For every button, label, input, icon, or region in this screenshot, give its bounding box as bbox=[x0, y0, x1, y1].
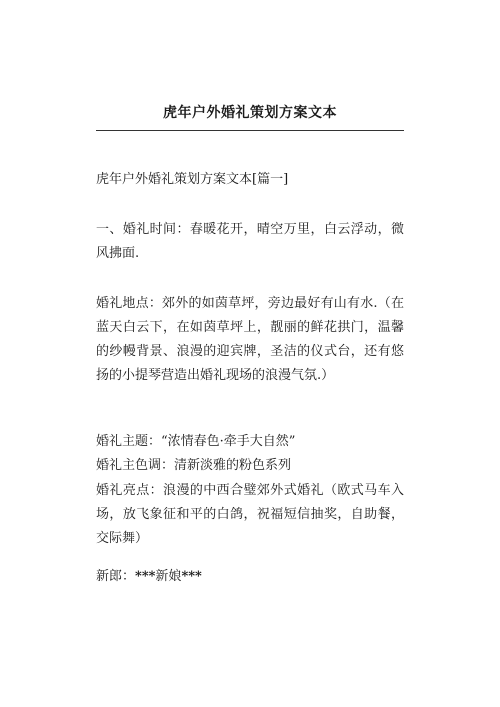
document-title: 虎年户外婚礼策划方案文本 bbox=[163, 105, 337, 121]
bride-label: 新娘 bbox=[155, 569, 182, 584]
wedding-time-paragraph: 一、婚礼时间：春暖花开，晴空万里，白云浮动，微风拂面. bbox=[96, 222, 404, 261]
title-divider bbox=[96, 130, 404, 131]
wedding-highlight-paragraph: 婚礼亮点：浪漫的中西合璧郊外式婚礼（欧式马车入场，放飞象征和平的白鸽，祝福短信抽奖，自助餐，交际舞） bbox=[96, 483, 404, 546]
wedding-theme-paragraph: 婚礼主题：“浓情春色·牵手大自然” bbox=[96, 434, 296, 449]
groom-name: *** bbox=[135, 569, 156, 584]
wedding-location-paragraph: 婚礼地点：郊外的如茵草坪，旁边最好有山有水.（在蓝天白云下，在如茵草坪上，靓丽的鲜花拱门，温馨的纱幔背景、浪漫的迎宾牌，圣洁的仪式台，还有悠扬的小提琴营造出婚礼现场的浪漫气氛.） bbox=[96, 296, 404, 383]
bride-name: *** bbox=[181, 569, 202, 584]
groom-label: 新郎： bbox=[96, 569, 136, 584]
couple-line bbox=[96, 565, 404, 589]
section-heading: 虎年户外婚礼策划方案文本[篇一] bbox=[96, 172, 289, 187]
wedding-color-paragraph: 婚礼主色调：清新淡雅的粉色系列 bbox=[96, 458, 292, 473]
